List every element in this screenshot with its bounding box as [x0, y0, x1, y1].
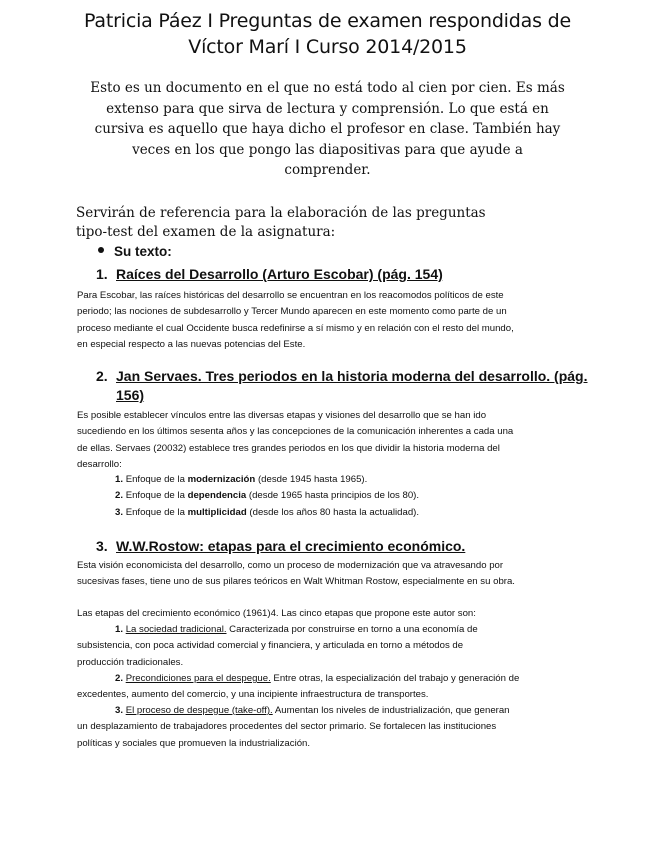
- bullet-dot-icon: [98, 247, 104, 253]
- stages-intro: Las etapas del crecimiento económico (1961)4. Las cinco etapas que propone este autor son:: [77, 608, 476, 619]
- list-item: 2. Enfoque de la dependencia (desde 1965 hasta principios de los 80).: [115, 490, 420, 502]
- document-title: [60, 8, 595, 60]
- paragraph-line: Para Escobar, las raíces históricas del desarrollo se encuentran en los reacomodos políticos de este: [77, 290, 504, 301]
- bullet-item: [98, 244, 172, 259]
- reference-line: tipo-test del examen de la asignatura:: [76, 224, 336, 240]
- paragraph-line: desarrollo:: [77, 458, 122, 470]
- section-number: 3.: [96, 538, 108, 554]
- reference-line: Servirán de referencia para la elaboración de las preguntas: [76, 205, 486, 221]
- intro-paragraph: [70, 78, 585, 181]
- stage-item: 3. El proceso de despegue (take-off). Aumentan los niveles de industrialización, que generan un desplazamiento de trabajadores procedentes del sector primario. Se fortalecen las instituciones políticas y sociales que promueven la industrialización.: [77, 705, 510, 749]
- reference-paragraph: [76, 204, 536, 242]
- intro-line: Esto es un documento en el que no está todo al cien por cien. Es más: [90, 80, 565, 96]
- intro-line: extenso para que sirva de lectura y comprensión. Lo que está en: [106, 100, 549, 117]
- section-heading-text: W.W.Rostow: etapas para el crecimiento económico.: [116, 538, 466, 554]
- title-line: Víctor Marí I Curso 2014/2015: [188, 36, 467, 58]
- paragraph-line: de ellas. Servaes (20032) establece tres grandes periodos en los que dividir la historia moderna del: [77, 442, 500, 454]
- section-heading: [96, 537, 465, 556]
- list-item: 1. Enfoque de la modernización (desde 1945 hasta 1965).: [115, 474, 368, 485]
- paragraph-line: Esta visión economicista del desarrollo, como un proceso de modernización que va atravesando por: [77, 560, 504, 571]
- paragraph-line: proceso mediante el cual Occidente busca redefinirse a sí mismo y en relación con el resto del mundo,: [77, 322, 514, 334]
- section-number: 1.: [96, 266, 108, 282]
- section-heading: [96, 367, 588, 405]
- intro-line: comprender.: [284, 162, 371, 178]
- section-paragraph: [77, 558, 575, 591]
- section-heading-text: Raíces del Desarrollo (Arturo Escobar) (pág. 154): [116, 266, 443, 282]
- section-heading: [96, 265, 443, 284]
- paragraph-line: en especial respecto a las nuevas potencias del Este.: [77, 338, 306, 350]
- section-heading-text: 156): [116, 387, 145, 403]
- ordered-list: [115, 472, 419, 521]
- section-paragraph: [77, 288, 575, 353]
- paragraph-line: sucediendo en los últimos sesenta años y las concepciones de la comunicación inherentes a cada una: [77, 426, 514, 438]
- stage-item: 2. Precondiciones para el despegue. Entre otras, la especialización del trabajo y generación de excedentes, aumento del comercio, y una incipiente infraestructura de transportes.: [77, 673, 520, 701]
- paragraph-line: periodo; las nociones de subdesarrollo y Tercer Mundo aparecen en este momento como parte de un: [77, 306, 507, 318]
- intro-line: cursiva es aquello que haya dicho el profesor en clase. También hay: [94, 121, 561, 137]
- paragraph-line: Es posible establecer vínculos entre las diversas etapas y visiones del desarrollo que se han ido: [77, 410, 487, 421]
- section-heading-text: Jan Servaes. Tres periodos en la historia moderna del desarrollo. (pág.: [116, 368, 588, 384]
- section-paragraph: [77, 408, 575, 473]
- stage-name: La sociedad tradicional.: [125, 624, 227, 635]
- list-item: 3. Enfoque de la multiplicidad (desde los años 80 hasta la actualidad).: [115, 506, 420, 518]
- stage-name: El proceso de despegue (take-off).: [125, 705, 273, 716]
- paragraph-line: sucesivas fases, tiene uno de sus pilares teóricos en Walt Whitman Rostow, especialmente en su obra.: [77, 576, 515, 588]
- section-number: 2.: [96, 368, 108, 384]
- stage-name: Precondiciones para el despegue.: [125, 673, 271, 684]
- stage-item: 1. La sociedad tradicional. Caracterizada por construirse en torno a una economía de subsistencia, con poca actividad comercial y financiera, y articulada en torno a métodos de producción tradicionales.: [77, 624, 478, 668]
- intro-line: veces en los que pongo las diapositivas para que ayude a: [132, 141, 523, 158]
- bullet-label: Su texto:: [114, 244, 172, 259]
- title-line: Patricia Páez I Preguntas de examen respondidas de: [84, 10, 571, 32]
